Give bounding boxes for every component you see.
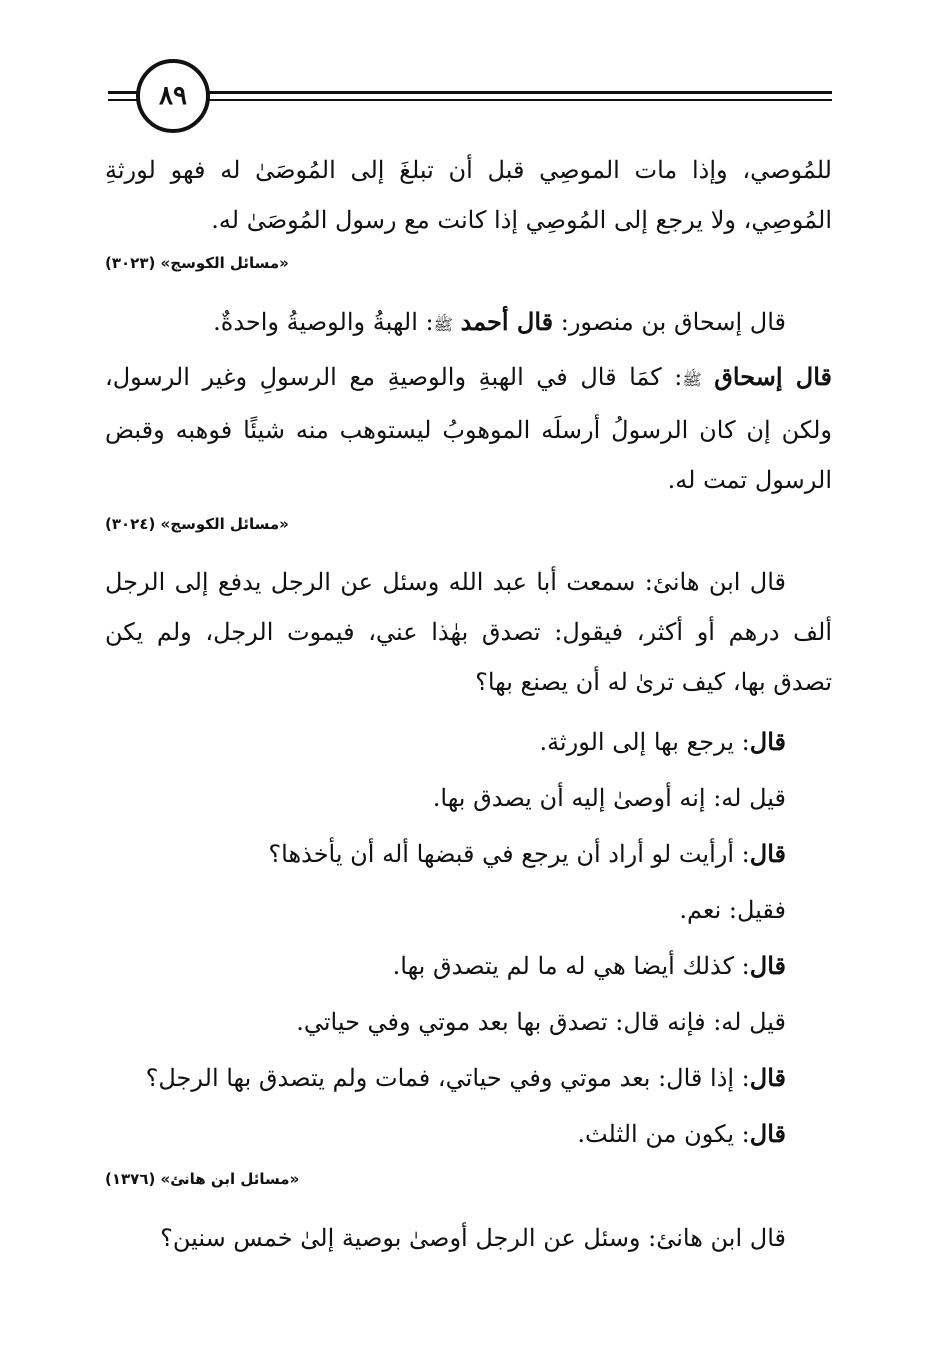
speaker-label: قال	[749, 951, 786, 980]
header-rule	[108, 91, 832, 94]
citation: «مسائل الكوسج» (٣٠٢٣)	[105, 254, 289, 272]
speaker-label: قال	[749, 727, 786, 756]
paragraph: قال إسحاق ﷺ: كمَا قال في الهبةِ والوصيةِ مع الرسولِ وغير الرسول، ولكن إن كان الرسولُ أرسلَه الموهوبُ ليستوهب منه شيئًا فوهبه وقبض الرسول تمت له.	[105, 362, 832, 494]
honorific-glyph: ﷺ	[433, 315, 453, 334]
paragraph: قال ابن هانئ: سمعت أبا عبد الله وسئل عن الرجل يدفع إلى الرجل ألف درهم أو أكثر، فيقول: تصدق بهٰذا عني، فيموت الرجل، ولم يكن تصدق بها، كيف ترىٰ له أن يصنع بها؟	[105, 568, 832, 696]
dialogue-line: قيل له: فإنه قال: تصدق بها بعد موتي وفي حياتي.	[296, 1008, 786, 1036]
dialogue-line: قال: إذا قال: بعد موتي وفي حياتي، فمات ولم يتصدق بها الرجل؟	[145, 1063, 786, 1092]
dialogue-line: قال: يرجع بها إلى الورثة.	[539, 727, 786, 756]
citation: «مسائل الكوسج» (٣٠٢٤)	[105, 515, 289, 533]
speaker-label: قال	[749, 1063, 786, 1092]
dialogue-line: قال: كذلك أيضا هي له ما لم يتصدق بها.	[392, 951, 786, 980]
citation: «مسائل ابن هانئ» (١٣٧٦)	[105, 1170, 300, 1188]
speaker-label: قال	[749, 1119, 786, 1148]
page-number: ٨٩	[136, 59, 210, 133]
paragraph: قال ابن هانئ: وسئل عن الرجل أوصىٰ بوصية إلىٰ خمس سنين؟	[160, 1224, 786, 1252]
dialogue-line: فقيل: نعم.	[679, 896, 786, 924]
header-rule-thin	[108, 99, 832, 101]
honorific-glyph: ﷺ	[682, 370, 702, 389]
speaker-label: قال إسحاق	[714, 362, 832, 391]
dialogue-line: قال: يكون من الثلث.	[577, 1119, 786, 1148]
paragraph: قال إسحاق بن منصور: قال أحمد ﷺ: الهبةُ والوصيةُ واحدةٌ.	[213, 307, 786, 336]
speaker-label: قال	[749, 839, 786, 868]
speaker-label: قال أحمد	[460, 307, 554, 336]
paragraph: للمُوصي، وإذا مات الموصِي قبل أن تبلغَ إلى المُوصَىٰ له فهو لورثةِ المُوصِي، ولا يرجع إلى المُوصِي إذا كانت مع رسول المُوصَىٰ له.	[105, 156, 832, 234]
dialogue-line: قيل له: إنه أوصىٰ إليه أن يصدق بها.	[432, 784, 786, 812]
dialogue-line: قال: أرأيت لو أراد أن يرجع في قبضها أله أن يأخذها؟	[268, 839, 786, 868]
